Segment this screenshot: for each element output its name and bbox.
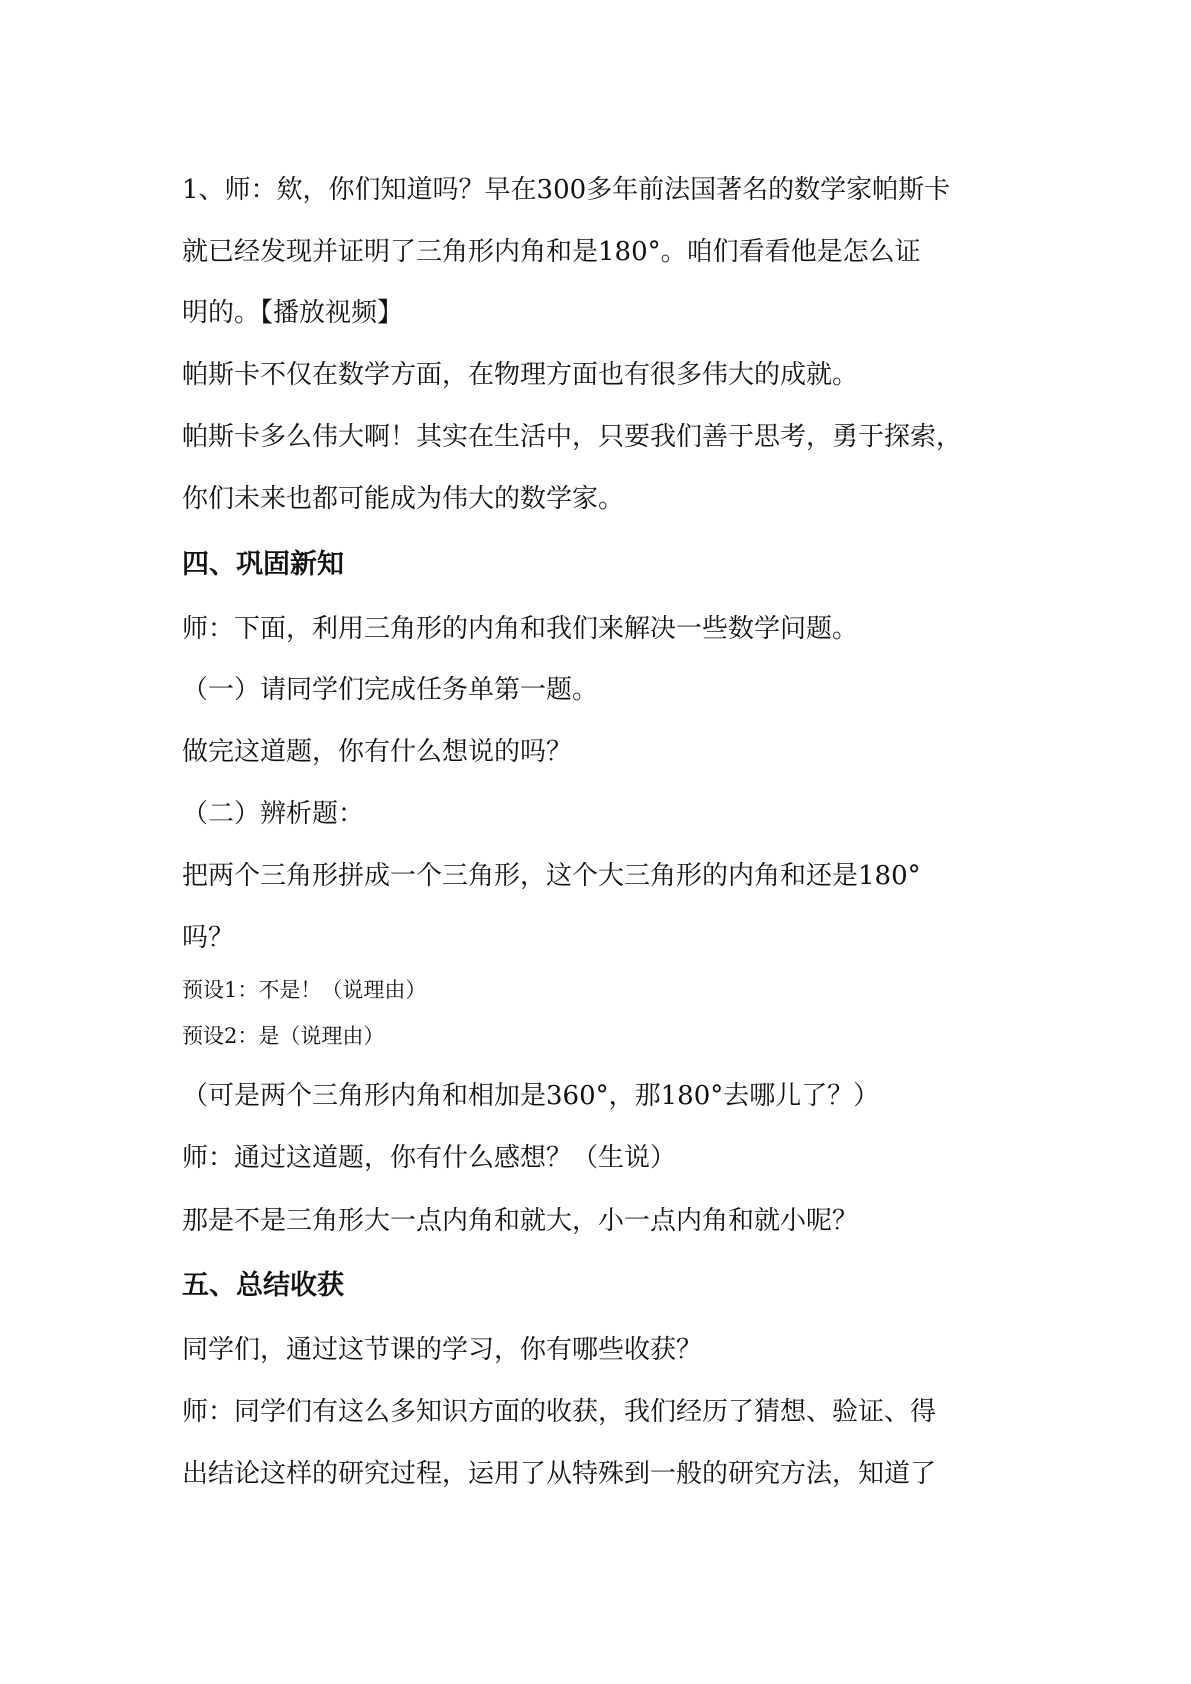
paragraph-line: 师：通过这道题，你有什么感想？（生说） xyxy=(182,1143,677,1173)
paragraph-line: 把两个三角形拼成一个三角形，这个大三角形的内角和还是180° xyxy=(182,861,921,891)
paragraph-line: （可是两个三角形内角和相加是360°，那180°去哪儿了？） xyxy=(182,1081,880,1111)
paragraph-line: （二）辨析题： xyxy=(182,799,365,829)
paragraph-line: 师：下面，利用三角形的内角和我们来解决一些数学问题。 xyxy=(182,614,859,644)
paragraph-line: 你们未来也都可能成为伟大的数学家。 xyxy=(182,484,625,514)
paragraph-line: 明的。【播放视频】 xyxy=(182,298,404,328)
paragraph-line: 那是不是三角形大一点内角和就大，小一点内角和就小呢？ xyxy=(182,1206,859,1236)
paragraph-line: 就已经发现并证明了三角形内角和是180°。咱们看看他是怎么证 xyxy=(182,237,921,267)
section-heading: 四、巩固新知 xyxy=(182,549,344,580)
paragraph-line: 吗？ xyxy=(182,923,235,953)
paragraph-line: 出结论这样的研究过程，运用了从特殊到一般的研究方法，知道了 xyxy=(182,1459,937,1489)
paragraph-line: 师：同学们有这么多知识方面的收获，我们经历了猜想、验证、得 xyxy=(182,1397,937,1427)
paragraph-line: 1、师：欸，你们知道吗？早在300多年前法国著名的数学家帕斯卡 xyxy=(182,175,951,205)
paragraph-line: 预设2：是（说理由） xyxy=(182,1024,385,1048)
paragraph-line: （一）请同学们完成任务单第一题。 xyxy=(182,675,599,705)
paragraph-line: 预设1：不是！（说理由） xyxy=(182,978,427,1002)
paragraph-line: 帕斯卡多么伟大啊！其实在生活中，只要我们善于思考，勇于探索， xyxy=(182,422,963,452)
paragraph-line: 做完这道题，你有什么想说的吗？ xyxy=(182,737,573,767)
section-heading: 五、总结收获 xyxy=(182,1270,344,1301)
paragraph-line: 同学们，通过这节课的学习，你有哪些收获？ xyxy=(182,1335,703,1365)
paragraph-line: 帕斯卡不仅在数学方面，在物理方面也有很多伟大的成就。 xyxy=(182,360,859,390)
